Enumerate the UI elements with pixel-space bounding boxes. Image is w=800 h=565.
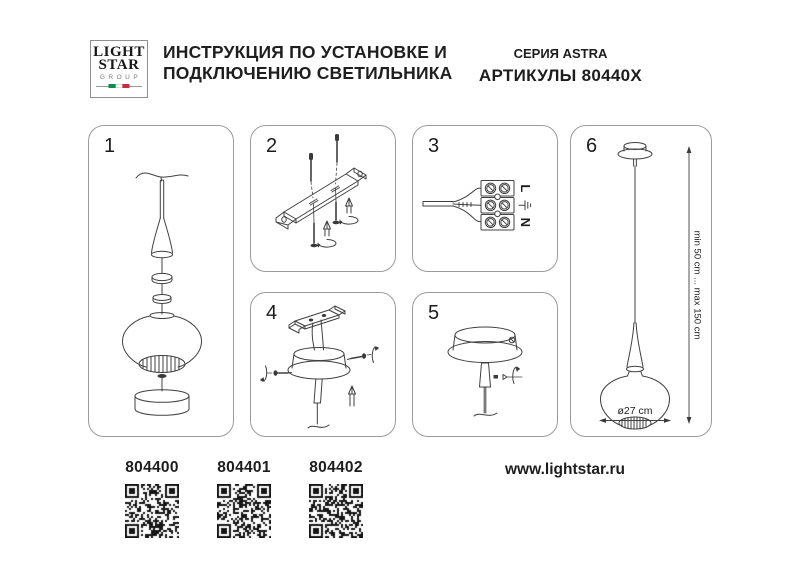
step-number: 1	[104, 135, 116, 157]
title-line-2: ПОДКЛЮЧЕНИЮ СВЕТИЛЬНИКА	[163, 63, 453, 83]
articles-label: АРТИКУЛЫ 80440X	[478, 66, 643, 85]
height-range-label: min 50 cm ... max 150 cm	[691, 230, 703, 340]
qr-code	[309, 484, 363, 538]
bracket-screws-diagram	[251, 126, 397, 273]
step-1-panel-exploded-view	[88, 125, 234, 437]
canopy-screw-diagram	[413, 293, 559, 438]
terminal-block-diagram	[413, 126, 559, 273]
diameter-label: ø27 cm	[617, 405, 653, 417]
step-3-panel-wiring	[412, 125, 558, 272]
terminal-label-neutral: N	[518, 217, 533, 227]
step-number: 2	[266, 135, 278, 157]
terminal-label-live: L	[518, 184, 533, 193]
series-block	[468, 46, 653, 86]
assembled-pendant-diagram	[571, 126, 713, 438]
earth-ground-icon	[519, 201, 531, 210]
article-804402	[296, 459, 376, 538]
logo-text-group: GROUP	[99, 74, 142, 81]
italian-flag-icon	[96, 84, 142, 89]
step-4-panel-canopy-install	[250, 292, 396, 437]
canopy-bracket-diagram	[251, 293, 397, 438]
exploded-pendant-diagram	[89, 126, 235, 438]
article-number: 804401	[217, 459, 271, 476]
step-5-panel-cord-fixing	[412, 292, 558, 437]
step-2-panel-bracket-mounting	[250, 125, 396, 272]
qr-code	[217, 484, 271, 538]
lightstar-logo	[90, 40, 148, 98]
series-label: СЕРИЯ ASTRA	[513, 46, 608, 61]
article-number: 804400	[125, 459, 179, 476]
logo-text-star: STAR	[98, 57, 140, 73]
title-line-1: ИНСТРУКЦИЯ ПО УСТАНОВКЕ И	[163, 42, 447, 62]
step-number: 4	[266, 302, 278, 324]
step-6-panel-dimensions	[570, 125, 712, 437]
step-number: 3	[428, 135, 440, 157]
article-804400	[112, 459, 192, 538]
qr-code	[125, 484, 179, 538]
article-number: 804402	[309, 459, 363, 476]
logo-text-light: LIGHT	[93, 44, 145, 60]
article-804401	[204, 459, 284, 538]
step-number: 5	[428, 302, 440, 324]
page-title	[163, 42, 453, 84]
website-url: www.lightstar.ru	[505, 461, 625, 478]
step-number: 6	[586, 135, 598, 157]
